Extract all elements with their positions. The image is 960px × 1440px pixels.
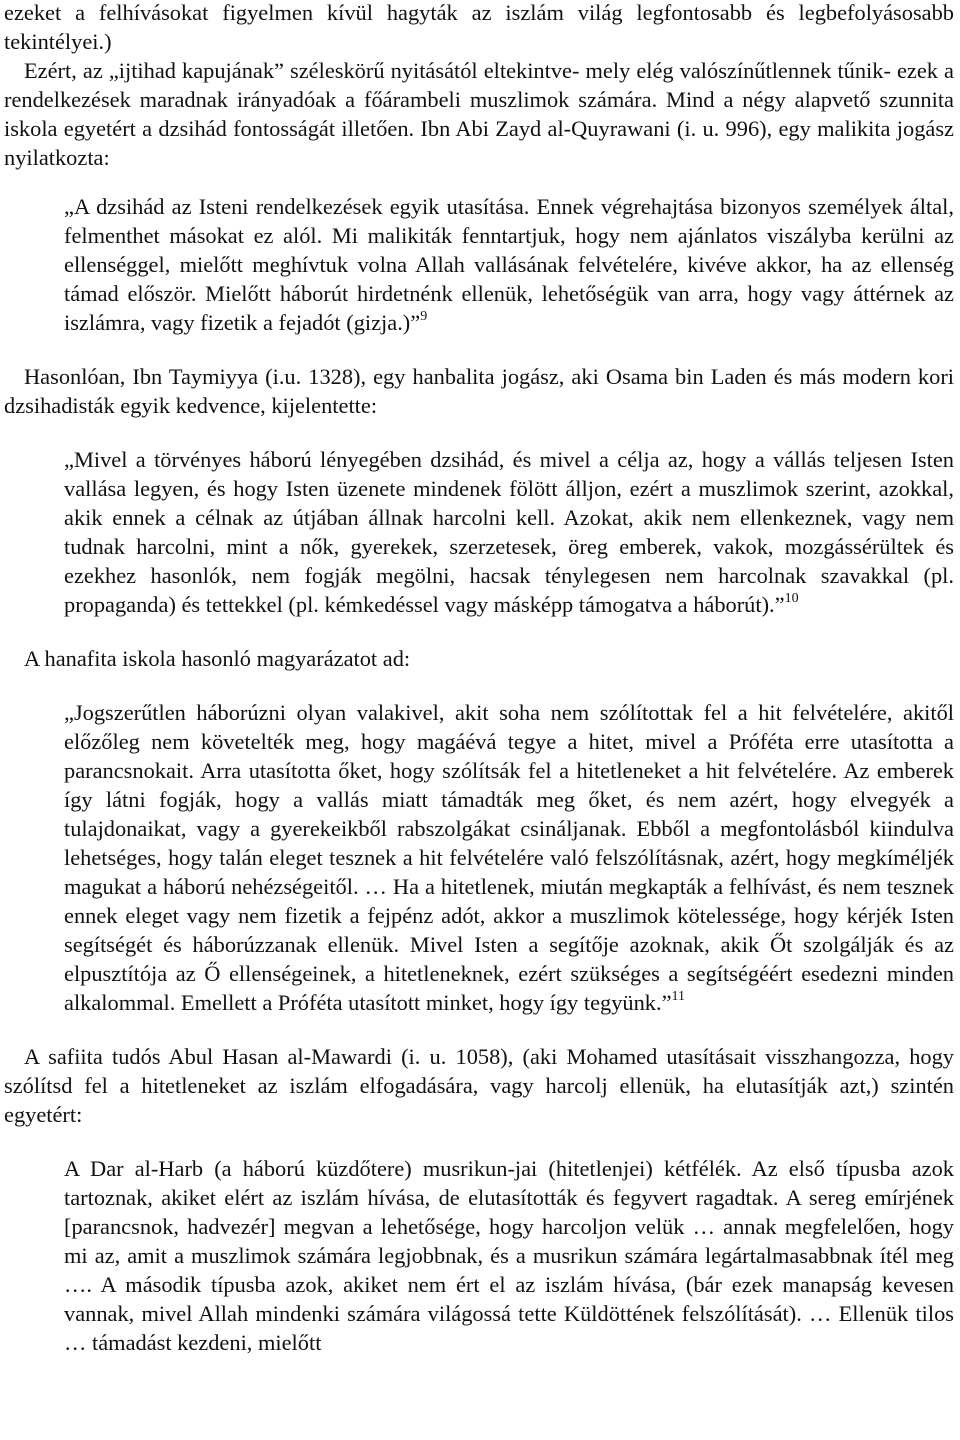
paragraph-continuation: ezeket a felhívásokat figyelmen kívül hagyták az iszlám világ legfontosabb és legbefolyásosabb tekintélyei.) [4,0,954,54]
quote-malikite [64,192,954,337]
document-page [4,0,954,1357]
footnote-marker-9: 9 [420,309,428,324]
footnote-marker-10: 10 [784,591,799,606]
quote-al-mawardi: A Dar al-Harb (a háború küzdőtere) musrikun-jai (hitetlenjei) kétfélék. Az első típusba azok tartoznak, akiket elért az iszlám hívása, de elutasították és fegyvert ragadtak. A sereg emírjének [parancsnok, hadvezér] megvan a lehetősége, hogy harcoljon velük … annak megfelelően, hogy mi az, amit a muszlimok számára legjobbnak, és a musrikun számára legártalmasabbnak ítél meg …. A második típusba azok, akiket nem ért el az iszlám hívása, (bár ezek manapság kevesen vannak, mivel Allah mindenki számára világossá tette Küldöttének felszólítását). … Ellenük tilos … támadást kezdeni, mielőtt [64,1156,954,1355]
quote-hanafite [64,698,954,1017]
paragraph-hanafite: A hanafita iskola hasonló magyarázatot ad: [24,646,411,671]
paragraph-shafiite: A safiita tudós Abul Hasan al-Mawardi (i. u. 1058), (aki Mohamed utasításait visszhangozza, hogy szólítsd fel a hitetleneket az iszlám elfogadására, vagy harcolj ellenük, ha elutasítják azt,) szintén egyetért: [4,1044,954,1127]
quote-ibn-taymiyya-text: „Mivel a törvényes háború lényegében dzsihád, és mivel a célja az, hogy a vállás teljesen Isten vallása legyen, és hogy Isten üzenete mindenek fölött álljon, ezért a muszlimok szerint, azokkal, akik ennek a célnak az útjában állnak harcolni kell. Azokat, akik nem ellenkeznek, vagy nem tudnak harcolni, mint a nők, gyerekek, szerzetesek, öreg emberek, vakok, mozgássérültek és ezekhez hasonlók, nem fogják megölni, hacsak ténylegesen nem harcolnak szavakkal (pl. propaganda) és tettekkel (pl. kémkedéssel vagy másképp támogatva a háborút).” [64,447,954,617]
paragraph-four-schools: Ezért, az „ijtihad kapujának” széleskörű nyitásától eltekintve- mely elég valószínűtlennek tűnik- ezek a rendelkezések maradnak irányadóak a főárambeli muszlimok számára. Mind a négy alapvető szunnita iskola egyetért a dzsihád fontosságát illetően. Ibn Abi Zayd al-Quyrawani (i. u. 996), egy malikita jogász nyilatkozta: [4,58,954,170]
quote-hanafite-text: „Jogszerűtlen háborúzni olyan valakivel, akit soha nem szólítottak fel a hit felvételére, akitől előzőleg nem követelték meg, hogy magáévá tegye a hitet, mivel a Próféta erre utasította a parancsnokait. Arra utasította őket, hogy szólítsák fel a hitetleneket a hit felvételére. Az emberek így látni fogják, hogy a vallás miatt támadták meg őket, és nem azért, hogy elvegyék a tulajdonaikat, vagy a gyerekeikből rabszolgákat csináljanak. Ebből a megfontolásból kiindulva lehetséges, hogy talán eleget tesznek a hit felvételére való felszólításnak, azért, hogy megkíméljék magukat a háború nehézségeitől. … Ha a hitetlenek, miután megkapták a felhívást, és nem tesznek ennek eleget vagy nem fizetik a fejpénz adót, akkor a muszlimok kötelessége, hogy kérjék Isten segítségét és háborúzzanak ellenük. Mivel Isten a segítője azoknak, akik Őt szolgálják és az elpusztítója az Ő ellenségeinek, a hitetleneknek, ezért szükséges a segítségéért esedezni minden alkalommal. Emellett a Próféta utasított minket, hogy így tegyünk.” [64,700,954,1015]
quote-malikite-text: „A dzsihád az Isteni rendelkezések egyik utasítása. Ennek végrehajtása bizonyos személyek által, felmenthet másokat ez alól. Mi malikiták fenntartjuk, hogy nem ajánlatos viszályba kerülni az ellenséggel, mielőtt meghívtuk volna Allah vallásának felvételére, kivéve akkor, ha az ellenség támad először. Mielőtt háborút hirdetnénk ellenük, lehetőségük van arra, hogy vagy áttérnek az iszlámra, vagy fizetik a fejadót (gizja.)” [64,194,954,335]
quote-ibn-taymiyya [64,445,954,619]
paragraph-ibn-taymiyya: Hasonlóan, Ibn Taymiyya (i.u. 1328), egy hanbalita jogász, aki Osama bin Laden és más modern kori dzsihadisták egyik kedvence, kijelentette: [4,364,954,418]
footnote-marker-11: 11 [671,989,686,1004]
